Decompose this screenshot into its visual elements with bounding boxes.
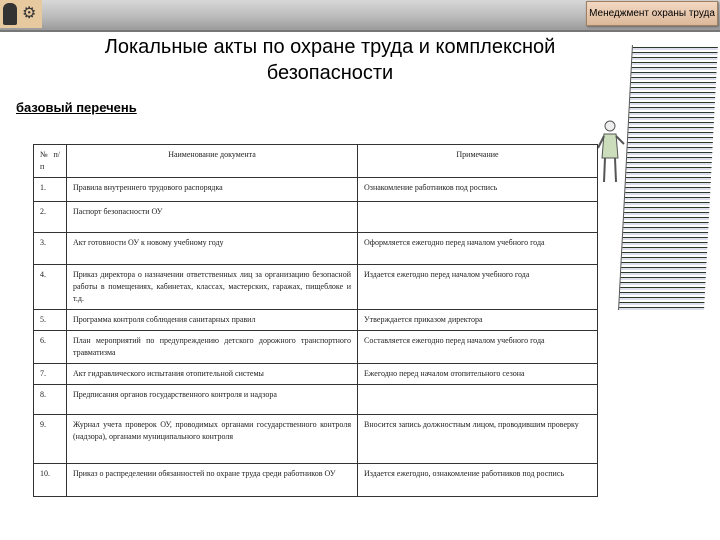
document-name: Программа контроля соблюдения санитарных правил [67,310,358,331]
table-row [34,331,598,364]
logo-icon: ⚙ [0,0,42,28]
subtitle-link[interactable]: базовый перечень [16,100,137,115]
document-name: Приказ директора о назначении ответственных лиц за организацию безопасной работы в помещениях, кабинетах, классах, мастерских, гаражах, пищеблоке и т.д. [67,265,358,310]
document-name: План мероприятий по предупреждению детского дорожного транспортного травматизма [67,331,358,364]
row-number: 2. [34,202,67,233]
table-row [34,202,598,233]
row-number: 8. [34,385,67,415]
note: Издается ежегодно, ознакомление работников под роспись [358,464,598,497]
paper-stack-icon [618,45,718,310]
note: Ежегодно перед началом отопительного сезона [358,364,598,385]
col-document-header: Наименование документа [67,145,358,178]
note: Оформляется ежегодно перед началом учебного года [358,233,598,265]
document-name: Паспорт безопасности ОУ [67,202,358,233]
row-number: 9. [34,415,67,464]
table-header [34,145,598,178]
table-row [34,265,598,310]
document-name: Предписания органов государственного контроля и надзора [67,385,358,415]
row-number: 6. [34,331,67,364]
col-number-header: № п/п [34,145,67,178]
note: Вносится запись должностным лицом, проводившим проверку [358,415,598,464]
note: Утверждается приказом директора [358,310,598,331]
document-name: Правила внутреннего трудового распорядка [67,178,358,202]
document-name: Приказ о распределении обязанностей по охране труда среди работников ОУ [67,464,358,497]
table-row [34,233,598,265]
page-title: Локальные акты по охране труда и комплексной безопасности [104,36,556,84]
table-row [34,310,598,331]
row-number: 3. [34,233,67,265]
management-button[interactable]: Менеджмент охраны труда [586,1,718,26]
note: Составляется ежегодно перед началом учебного года [358,331,598,364]
table-row [34,415,598,464]
document-name: Акт готовности ОУ к новому учебному году [67,233,358,265]
note [358,385,598,415]
top-bar [0,0,720,32]
row-number: 10. [34,464,67,497]
note: Издается ежегодно перед началом учебного года [358,265,598,310]
table-row [34,178,598,202]
person-icon [596,118,626,186]
document-name: Журнал учета проверок ОУ, проводимых органами государственного контроля (надзора), органами муниципального контроля [67,415,358,464]
documents-table [33,144,598,497]
col-note-header: Примечание [358,145,598,178]
table-row [34,464,598,497]
note [358,202,598,233]
row-number: 5. [34,310,67,331]
row-number: 7. [34,364,67,385]
table-row [34,364,598,385]
row-number: 1. [34,178,67,202]
table-row [34,385,598,415]
note: Ознакомление работников под роспись [358,178,598,202]
row-number: 4. [34,265,67,310]
document-name: Акт гидравлического испытания отопительной системы [67,364,358,385]
